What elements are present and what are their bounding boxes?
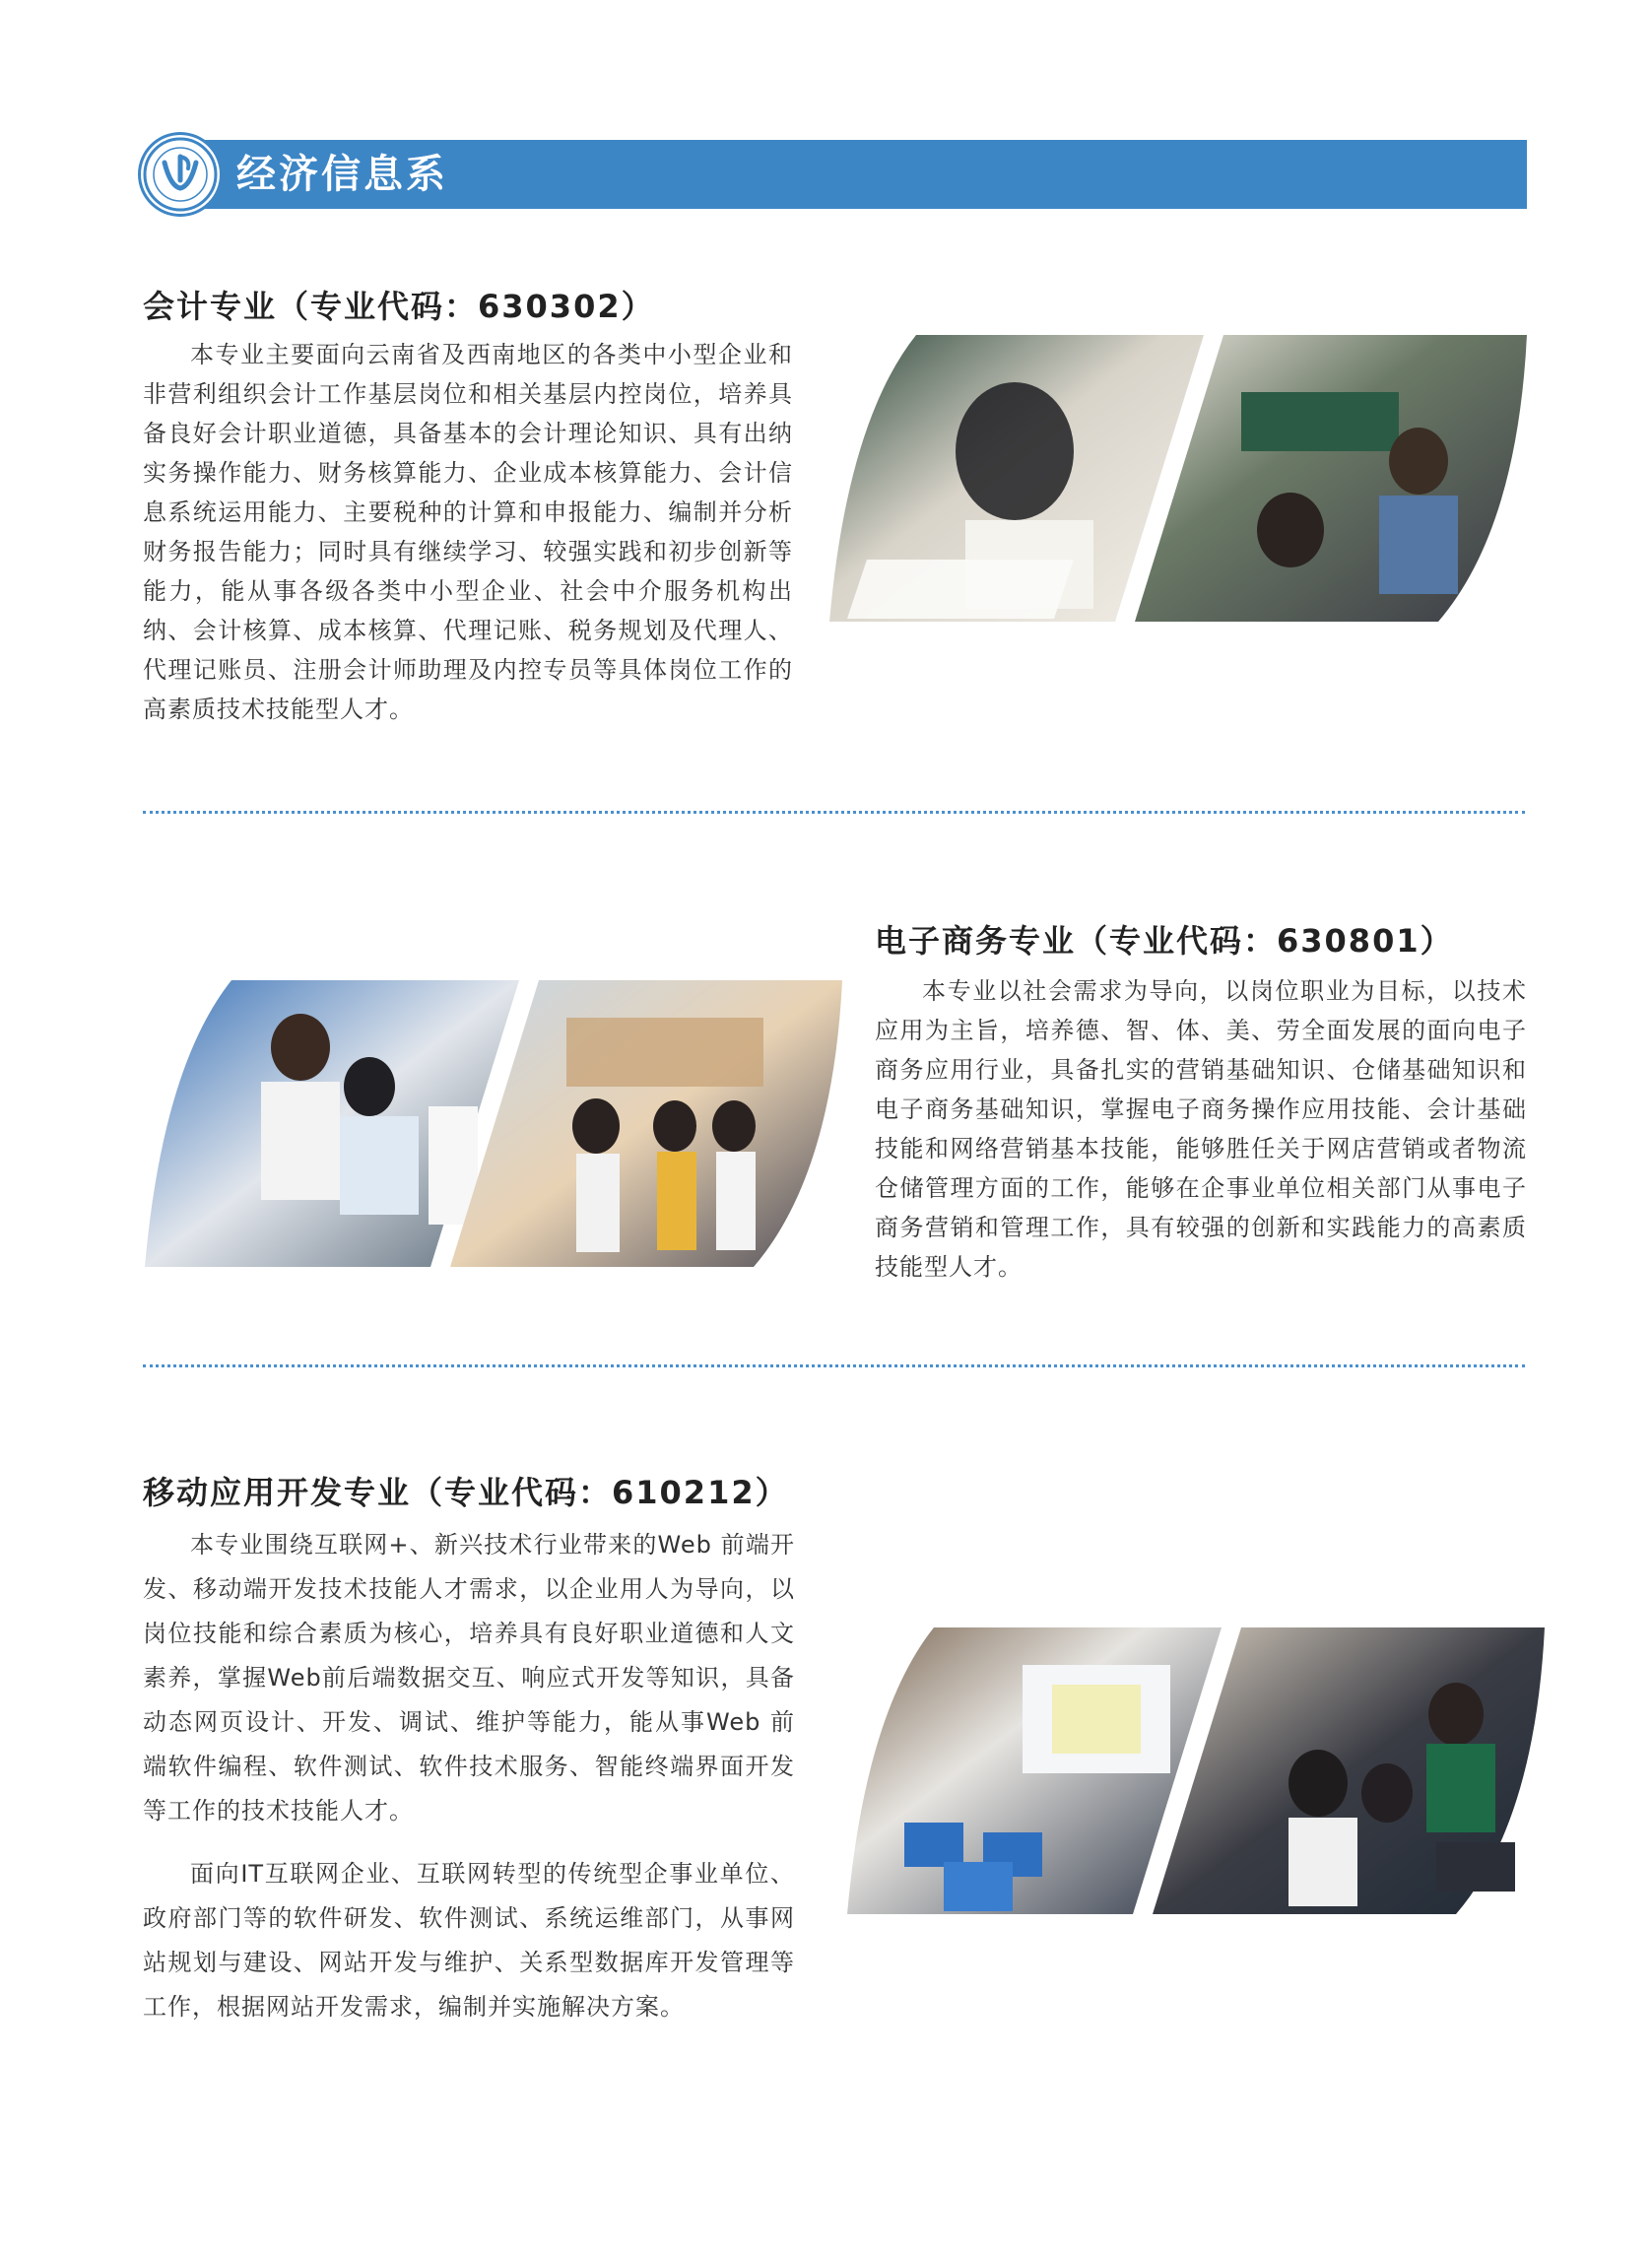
section-divider bbox=[143, 1364, 1525, 1367]
accounting-photo-group bbox=[827, 333, 1529, 628]
ecommerce-description: 本专业以社会需求为导向，以岗位职业为目标，以技术应用为主旨，培养德、智、体、美、劳全面发展的面向电子商务应用行业，具备扎实的营销基础知识、仓储基础知识和电子商务基础知识，掌握电子商务操作应用技能、会计基础技能和网络营销基本技能，能够胜任关于网店营销或者物流仓储管理方面的工作，能够在企事业单位相关部门从事电子商务营销和管理工作，具有较强的创新和实践能力的高素质技能型人才。 bbox=[875, 977, 1527, 1281]
mobile-dev-section-title: 移动应用开发专业（专业代码：610212） bbox=[143, 1474, 789, 1511]
mobile-dev-description: 本专业围绕互联网+、新兴技术行业带来的Web 前端开发、移动端开发技术技能人才需求，以企业用人为导向，以岗位技能和综合素质为核心，培养具有良好职业道德和人文素养，掌握Web前后端数据交互、响应式开发等知识，具备动态网页设计、开发、调试、维护等能力，能从事Web 前端软件编程、软件测试、软件技术服务、智能终端界面开发等工作的技术技能人才。 bbox=[143, 1531, 795, 1825]
page-title: 经济信息系 bbox=[236, 152, 448, 197]
ecommerce-section-title: 电子商务专业（专业代码：630801） bbox=[875, 922, 1454, 960]
classroom-teacher-guiding-photo bbox=[1135, 335, 1527, 622]
teacher-student-computer-photo bbox=[145, 980, 519, 1267]
section-divider bbox=[143, 811, 1525, 814]
school-emblem-icon bbox=[141, 135, 220, 214]
accounting-section-title: 会计专业（专业代码：630302） bbox=[143, 288, 655, 325]
ecommerce-photo-group bbox=[143, 978, 844, 1273]
warehouse-training-group-photo bbox=[450, 980, 842, 1267]
classroom-students-writing-photo bbox=[829, 335, 1204, 622]
mobile-dev-career: 面向IT互联网企业、互联网转型的传统型企事业单位、政府部门等的软件研发、软件测试、系统运维部门，从事网站规划与建设、网站开发与维护、关系型数据库开发管理等工作，根据网站开发需求，编制并实施解决方案。 bbox=[143, 1860, 795, 2021]
accounting-description: 本专业主要面向云南省及西南地区的各类中小型企业和非营利组织会计工作基层岗位和相关基层内控岗位，培养具备良好会计职业道德，具备基本的会计理论知识、具有出纳实务操作能力、财务核算能力、企业成本核算能力、会计信息系统运用能力、主要税种的计算和申报能力、编制并分析财务报告能力；同时具有继续学习、较强实践和初步创新等能力，能从事各级各类中小型企业、社会中介服务机构出纳、会计核算、成本核算、代理记账、税务规划及代理人、代理记账员、注册会计师助理及内控专员等具体岗位工作的高素质技术技能型人才。 bbox=[143, 341, 793, 723]
mobile-dev-photo-group bbox=[845, 1626, 1547, 1920]
computer-lab-students-photo bbox=[1153, 1627, 1545, 1914]
computer-lab-projector-photo bbox=[847, 1627, 1222, 1914]
